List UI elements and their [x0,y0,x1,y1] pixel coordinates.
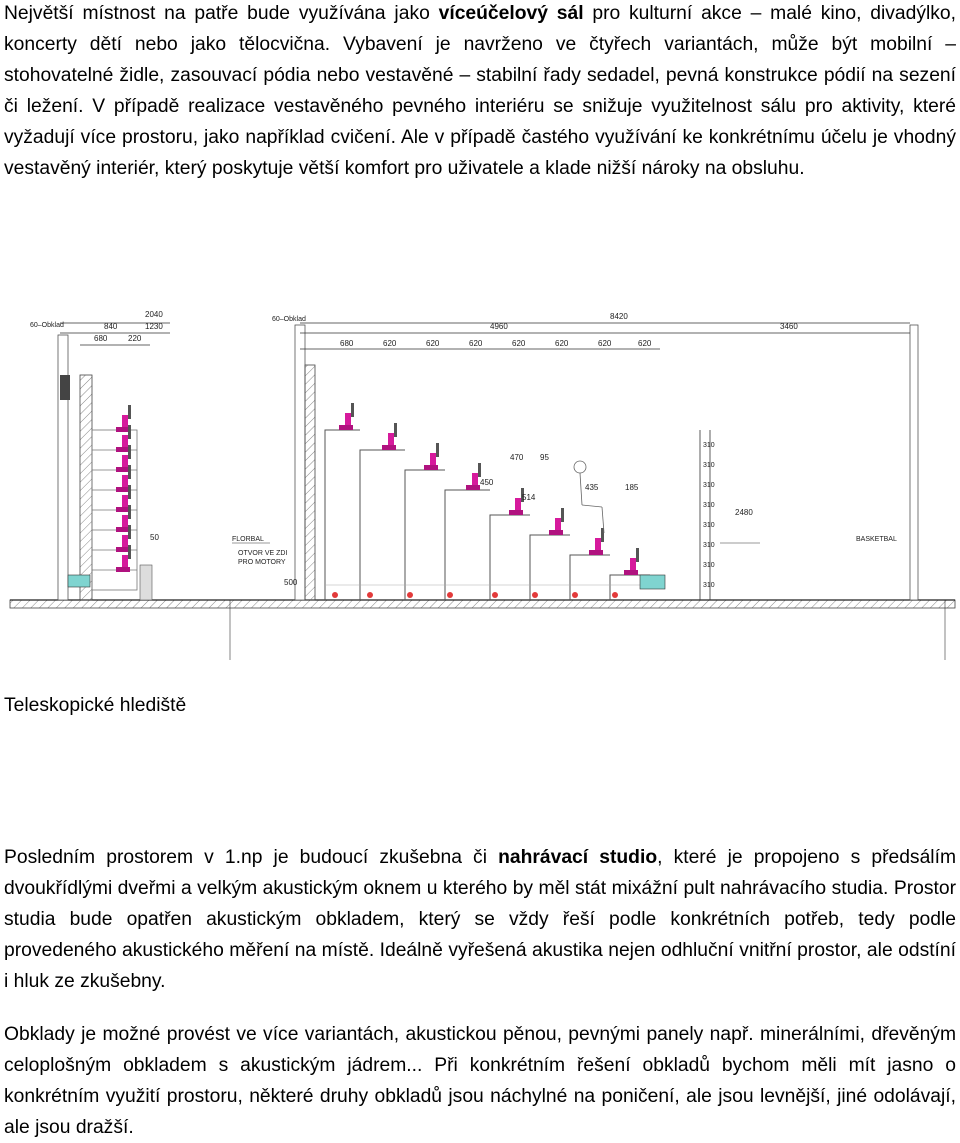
dim-label: 50 [150,533,159,542]
dim-label: 620 [383,339,397,348]
cladding-paragraph: Obklady je možné provést ve více variantách, akustickou pěnou, pevnými panely např. minerálními, dřevěným celoplošným obkladem s akustickým jádrem... Při konkrétním řešení obkladů bychom měli mít jasno o konkrétním využití prostoru, některé druhy obkladů jsou náchylné na poničení, ale jsou levnější, jiné odolávají, ale jsou dražší. [4,1024,956,1138]
intro-paragraph [4,0,956,184]
dim-label: 310 [703,522,715,529]
dim-label: 2040 [145,310,163,319]
dim-label: 310 [703,442,715,449]
basketball-label: BASKETBAL [856,536,897,543]
text: Největší místnost na patře bude využívána jako [4,3,439,24]
text: pro kulturní akce – malé kino, divadýlko, koncerty dětí nebo jako tělocvična. Vybavení je navrženo ve čtyřech variantách, může být mobilní – stohovatelné židle, zasouvací pódia nebo vestavěné – stabilní řady sedadel, pevná konstrukce pódií na sezení či ležení. V případě realizace vestavěného pevného interiéru se snižuje využitelnost sálu pro aktivity, které vyžadují více prostoru, jako například cvičení. Ale v případě častého využívání ke konkrétnímu účelu je vhodný vestavěný interiér, který poskytuje větší komfort pro uživatele a klade nižší nároky na obsluhu. [4,3,956,179]
dim-label: 95 [540,453,549,462]
dim-label: 620 [598,339,612,348]
telescopic-seating-drawing [0,265,960,660]
dim-label: 620 [512,339,526,348]
dim-label: 470 [510,453,524,462]
figure-caption: Teleskopické hlediště [4,695,187,716]
text: Posledním prostorem v 1.np je budoucí zkušebna či [4,847,499,868]
opening-label-line1: OTVOR VE ZDI [238,550,288,557]
dim-label: 1230 [145,322,163,331]
detail-dims [150,453,753,587]
platform-wheels [332,592,618,598]
dim-label: 514 [522,493,536,502]
dim-labels-main [490,312,798,331]
dim-label: 620 [638,339,652,348]
dim-label: 310 [703,562,715,569]
dim-label: 3460 [780,322,798,331]
dim-label: 680 [340,339,354,348]
dim-label: 185 [625,483,639,492]
left-wall [80,375,92,600]
dim-label: 8420 [610,312,628,321]
dim-labels-left [94,310,163,343]
dim-label: 680 [94,334,108,343]
studio-paragraph [4,842,956,997]
dim-label: 500 [284,578,298,587]
dim-label: 220 [128,334,142,343]
dim-label: 4960 [490,322,508,331]
floor-slab [10,600,955,608]
dim-label: 310 [703,482,715,489]
cladding-label-right: 60–Obklad [272,316,306,323]
stacked-seats [116,405,131,572]
dim-label: 435 [585,483,599,492]
dim-label: 310 [703,582,715,589]
cladding-label-left: 60–Obklad [30,322,64,329]
text: , které je propojeno s předsálím dvoukřídlými dveřmi a velkým akustickým oknem u kterého by měl stát mixážní pult nahrávacího studia. Prostor studia bude opatřen akustickým obkladem, který se vždy řeší podle konkrétních potřeb, tedy podle provedeného akustického měření na místě. Ideálně vyřešená akustika nejen odhluční vnitřní prostor, ale odstíní i hluk ze zkušebny. [4,847,956,992]
right-wall [910,325,918,600]
dim-label: 310 [703,542,715,549]
florbal-label: FLORBAL [232,536,264,543]
dim-label: 620 [426,339,440,348]
bold-term-studio: nahrávací studio [498,847,658,868]
dim-label: 450 [480,478,494,487]
seated-person-figure [574,461,604,533]
dim-label: 310 [703,462,715,469]
dim-label: 2480 [735,508,753,517]
dim-label: 620 [469,339,483,348]
dim-label: 310 [703,502,715,509]
right-vertical-dims [703,442,715,589]
dim-label: 840 [104,322,118,331]
dim-labels-rows [340,339,652,348]
bold-term-hall: víceúčelový sál [438,3,584,24]
center-wall [295,325,305,600]
dim-label: 620 [555,339,569,348]
opening-label-line2: PRO MOTORY [238,559,286,566]
telescopic-platforms [325,430,650,600]
